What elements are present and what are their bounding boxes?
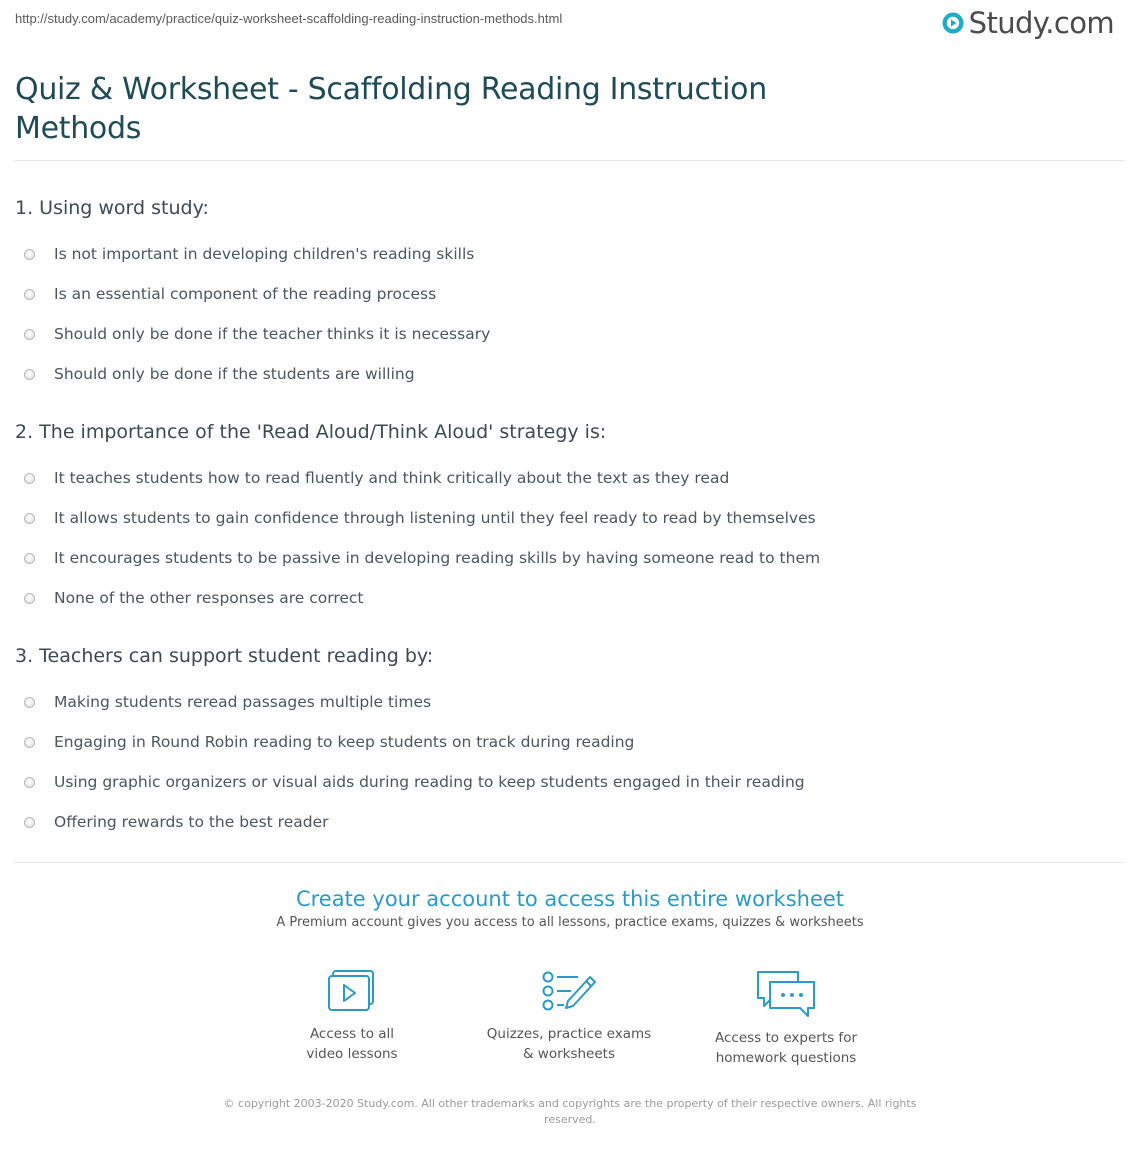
radio-button[interactable] — [24, 329, 35, 340]
answer-option[interactable] — [15, 682, 1115, 722]
answer-option[interactable] — [15, 314, 1115, 354]
answer-text: Should only be done if the teacher thinks it is necessary — [54, 325, 491, 343]
page-title: Quiz & Worksheet - Scaffolding Reading Instruction Methods — [15, 72, 767, 146]
question-3 — [15, 644, 1115, 842]
answer-text: Engaging in Round Robin reading to keep students on track during reading — [54, 733, 635, 751]
answer-option[interactable] — [15, 538, 1115, 578]
video-lessons-icon — [326, 968, 378, 1014]
feature-label: Quizzes, practice exams & worksheets — [486, 1026, 652, 1062]
study-logo[interactable] — [941, 6, 1114, 40]
radio-button[interactable] — [24, 513, 35, 524]
radio-button[interactable] — [24, 593, 35, 604]
radio-button[interactable] — [24, 697, 35, 708]
answer-option[interactable] — [15, 762, 1115, 802]
answer-text: None of the other responses are correct — [54, 589, 364, 607]
radio-button[interactable] — [24, 777, 35, 788]
signup-cta — [0, 885, 1140, 930]
logo-text: Study.com — [968, 6, 1114, 40]
feature-label: Access to experts for homework questions — [714, 1030, 857, 1066]
feature-experts — [686, 968, 886, 1068]
answer-text: It encourages students to be passive in developing reading skills by having someone read to them — [54, 549, 821, 567]
answer-text: Should only be done if the students are willing — [54, 365, 415, 383]
question-2 — [15, 420, 1115, 618]
feature-label: Access to all video lessons — [306, 1026, 398, 1062]
page-url: http://study.com/academy/practice/quiz-worksheet-scaffolding-reading-instruction-methods.html — [15, 11, 563, 26]
radio-button[interactable] — [24, 249, 35, 260]
chat-bubbles-icon — [754, 968, 818, 1018]
quiz-checklist-icon — [540, 968, 598, 1014]
question-title: 1. Using word study: — [15, 197, 209, 219]
radio-button[interactable] — [24, 817, 35, 828]
answer-text: Using graphic organizers or visual aids during reading to keep students engaged in their reading — [54, 773, 805, 791]
play-circle-icon — [941, 11, 965, 35]
answer-option[interactable] — [15, 234, 1115, 274]
radio-button[interactable] — [24, 369, 35, 380]
answer-option[interactable] — [15, 498, 1115, 538]
answer-text: It allows students to gain confidence through listening until they feel ready to read by themselves — [54, 509, 816, 527]
feature-video-lessons — [252, 968, 452, 1064]
answer-option[interactable] — [15, 722, 1115, 762]
answer-text: It teaches students how to read fluently and think critically about the text as they read — [54, 469, 730, 487]
radio-button[interactable] — [24, 473, 35, 484]
title-divider — [14, 160, 1125, 161]
answer-text: Is not important in developing children's reading skills — [54, 245, 475, 263]
feature-quizzes — [469, 968, 669, 1064]
cta-subtitle: A Premium account gives you access to all lessons, practice exams, quizzes & worksheets — [276, 915, 864, 930]
answer-option[interactable] — [15, 802, 1115, 842]
copyright-notice: © copyright 2003-2020 Study.com. All other trademarks and copyrights are the property of their respective owners. All rights reserved. — [223, 1097, 917, 1126]
answer-option[interactable] — [15, 354, 1115, 394]
cta-divider — [14, 862, 1125, 863]
radio-button[interactable] — [24, 553, 35, 564]
question-title: 2. The importance of the 'Read Aloud/Think Aloud' strategy is: — [15, 421, 607, 443]
answer-text: Offering rewards to the best reader — [54, 813, 329, 831]
question-1 — [15, 196, 1115, 394]
question-title: 3. Teachers can support student reading by: — [15, 645, 434, 667]
radio-button[interactable] — [24, 289, 35, 300]
answer-option[interactable] — [15, 458, 1115, 498]
answer-option[interactable] — [15, 578, 1115, 618]
answer-text: Making students reread passages multiple times — [54, 693, 432, 711]
radio-button[interactable] — [24, 737, 35, 748]
answer-option[interactable] — [15, 274, 1115, 314]
create-account-link[interactable]: Create your account to access this entire worksheet — [295, 887, 845, 911]
answer-text: Is an essential component of the reading process — [54, 285, 437, 303]
